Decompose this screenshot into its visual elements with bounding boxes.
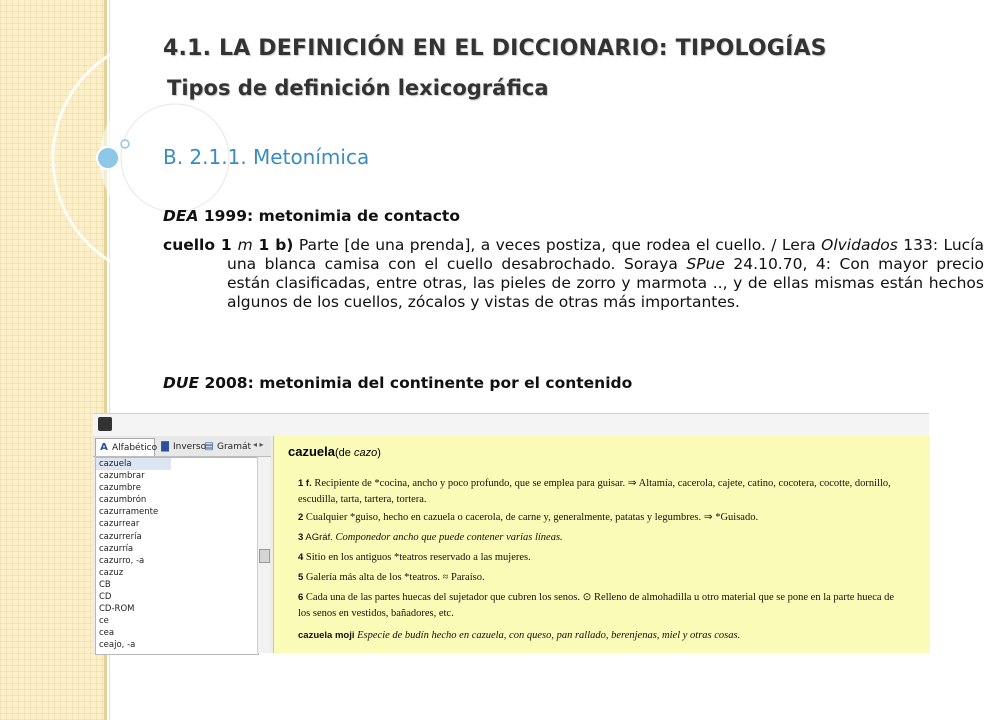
tab-label: Inverso	[173, 442, 207, 452]
word-list-item[interactable]: cazuela	[96, 458, 171, 470]
bullet-circle-small	[121, 140, 129, 148]
tab-label: Gramát	[217, 442, 252, 452]
entry-cite1-text: 133: Lucía una blanca camisa con el cuello desabrochado. Soraya	[227, 236, 984, 273]
subentry-head: cazuela moji	[298, 630, 355, 641]
word-list-item[interactable]: cazurrear	[99, 519, 140, 530]
app-toolbar	[93, 414, 929, 436]
section-heading: B. 2.1.1. Metonímica	[163, 145, 370, 169]
word-list-item[interactable]: CD-ROM	[99, 604, 135, 615]
slide-overlapping-title: Tipos de definición lexicográfica	[167, 76, 549, 100]
word-list-item[interactable]: ce	[99, 616, 109, 627]
word-list-item[interactable]: cazurría	[99, 543, 134, 554]
word-list-item[interactable]: cazuz	[99, 567, 124, 578]
word-list-item[interactable]: cazurrería	[99, 531, 142, 542]
word-list-item[interactable]: cazumbrón	[99, 495, 147, 506]
word-list-item[interactable]: cazumbrar	[99, 471, 145, 482]
sense-text: Cualquier *guiso, hecho en cazuela o cacerola, de carne y, generalmente, patatas y legumbres. ⇒ *Guisado.	[303, 512, 759, 523]
headword-etymology: (de cazo)	[334, 447, 381, 459]
word-list-scrollbar[interactable]	[257, 457, 270, 653]
due-label: : metonimia del continente por el contenido	[247, 374, 633, 392]
sense-number: 2	[298, 512, 304, 523]
sense-text: Sitio en los antiguos *teatros reservado a las mujeres.	[303, 552, 531, 563]
sense-number: 3	[298, 532, 304, 543]
sense-1	[298, 476, 908, 508]
subentry-text: Especie de budín hecho en cazuela, con queso, pan rallado, berenjenas, miel y otras cosas.	[354, 630, 741, 641]
dea-source: DEA	[163, 207, 199, 225]
sense-3	[298, 530, 908, 546]
sense-4	[298, 550, 908, 566]
slide-title: 4.1. LA DEFINICIÓN EN EL DICCIONARIO: TIPOLOGÍAS	[163, 36, 827, 61]
search-mode-tabs	[93, 436, 271, 457]
due-heading	[163, 374, 920, 392]
due-source: DUE	[163, 374, 200, 392]
headword: cazuela	[288, 444, 335, 459]
inverse-icon: ▇	[161, 441, 169, 452]
subentry	[298, 628, 908, 644]
dea-label: : metonimia de contacto	[247, 207, 460, 225]
sense-number: 5	[298, 572, 304, 583]
word-list-item[interactable]: cazurro, -a	[99, 555, 145, 566]
sense-text: Componedor ancho que puede contener varias líneas.	[332, 532, 563, 543]
sense-text: Recipiente de *cocina, ancho y poco profundo, que se emplea para guisar. ⇒ Altamía, cacerola, cajete, catino, cocotera, cocotte, dornillo, escudilla, tarta, tartera, tortera.	[298, 478, 891, 505]
app-tool-icon[interactable]	[98, 417, 112, 431]
due-year: 2008	[199, 374, 248, 392]
sense-6	[298, 590, 908, 622]
entry-number: 1	[215, 236, 238, 254]
word-list-item[interactable]: ceajo, -a	[99, 640, 136, 651]
tab-label: Alfabético	[112, 443, 158, 453]
entry-cite2-text: 24.10.70, 4: Con mayor precio están clasificadas, entre otras, las pieles de zorro y marmota .., y de ellas mismas están hechos algunos de los cuellos, zócalos y vistas de otras más importantes.	[227, 255, 984, 311]
word-list-item[interactable]: cazumbre	[99, 483, 141, 494]
sense-5	[298, 570, 908, 586]
dictionary-app-window	[93, 413, 929, 653]
sense-2	[298, 510, 908, 526]
sense-number: 4	[298, 552, 304, 563]
entry-cite2-work: SPue	[686, 255, 725, 273]
definition-headword	[288, 444, 381, 459]
alphabet-icon: A	[100, 442, 108, 453]
tab-gramatica[interactable]	[201, 438, 251, 456]
dea-entry	[163, 236, 984, 312]
sense-number: 1 f.	[298, 478, 312, 489]
entry-sense: 1 b)	[252, 236, 294, 254]
word-list-item[interactable]: cea	[99, 628, 115, 639]
sense-text: Cada una de las partes huecas del sujetador que cubren los senos. ⊙ Relleno de almohadilla u otro material que se pone en la parte hueca de los senos en vestidos, bañadores, etc.	[298, 592, 895, 619]
definition-panel	[273, 436, 930, 653]
entry-cite1-work: Olvidados	[821, 236, 898, 254]
dea-heading	[163, 207, 920, 225]
dea-year: 1999	[198, 207, 247, 225]
sense-tag: AGráf.	[303, 532, 333, 543]
grammar-icon: ▤	[204, 441, 214, 452]
word-list	[95, 457, 259, 655]
tab-scroll-arrows[interactable]: ◂ ▸	[253, 440, 264, 449]
sense-number: 6	[298, 592, 304, 603]
sense-text: Galería más alta de los *teatros. ≈ Paraíso.	[303, 572, 485, 583]
scrollbar-thumb[interactable]	[259, 549, 270, 563]
entry-lemma: cuello	[163, 236, 216, 254]
entry-definition: Parte [de una prenda], a veces postiza, que rodea el cuello. / Lera	[293, 236, 822, 254]
bullet-circle-large	[97, 147, 119, 169]
word-list-item[interactable]: CD	[99, 592, 112, 603]
word-list-item[interactable]: CB	[99, 579, 111, 590]
word-list-item[interactable]: cazurramente	[99, 507, 159, 518]
tab-alfabetico[interactable]	[95, 438, 158, 456]
entry-pos: m	[237, 236, 253, 254]
